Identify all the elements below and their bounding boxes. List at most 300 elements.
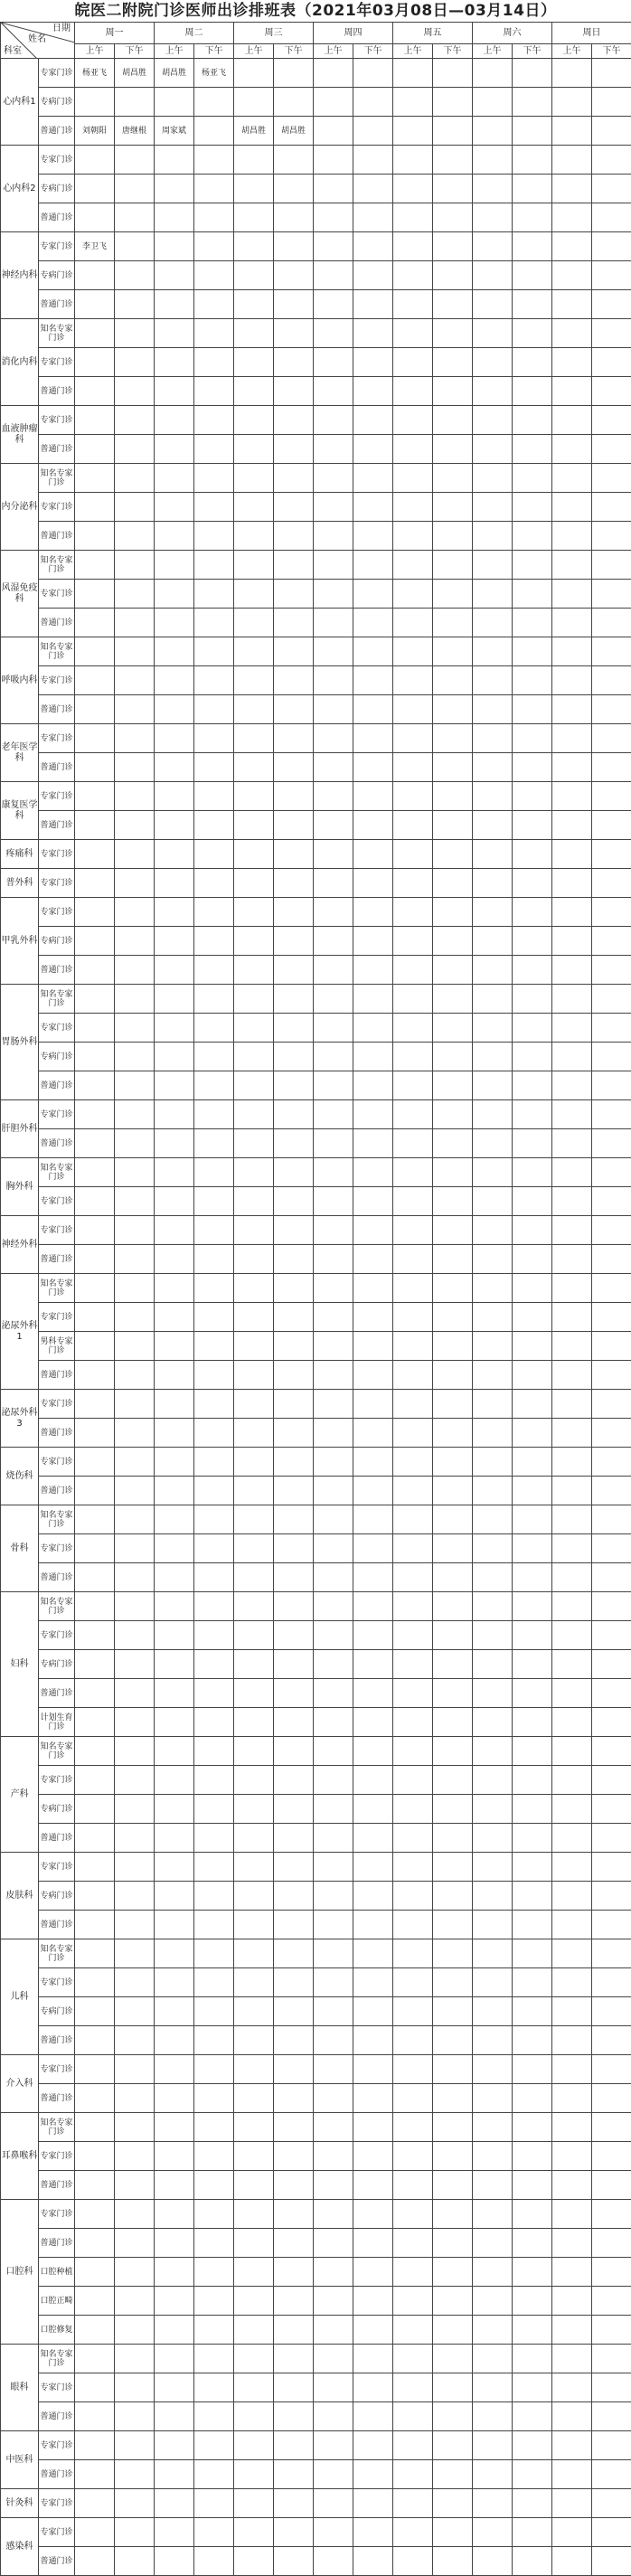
header-row-days	[1, 23, 631, 44]
doctor-slot	[592, 1534, 631, 1563]
doctor-slot	[592, 1187, 631, 1216]
doctor-slot	[433, 2055, 473, 2084]
doctor-slot	[513, 695, 552, 724]
doctor-slot	[155, 2373, 194, 2402]
doctor-slot	[473, 2402, 513, 2431]
doctor-slot	[552, 1245, 592, 1274]
doctor-slot	[513, 898, 552, 927]
doctor-slot	[314, 782, 353, 811]
doctor-slot	[552, 753, 592, 782]
doctor-slot	[194, 1766, 234, 1795]
doctor-slot	[314, 493, 353, 522]
doctor-slot	[393, 898, 433, 927]
doctor-slot	[513, 2547, 552, 2576]
doctor-slot	[552, 927, 592, 956]
doctor-slot	[234, 1621, 274, 1650]
doctor-slot	[234, 1679, 274, 1708]
doctor-slot	[513, 2026, 552, 2055]
department-name: 血液肿瘤科	[1, 406, 39, 464]
doctor-slot	[592, 1997, 631, 2026]
doctor-slot	[75, 2171, 115, 2200]
doctor-slot	[314, 1100, 353, 1129]
clinic-type: 普通门诊	[39, 2026, 75, 2055]
doctor-slot	[433, 2200, 473, 2229]
doctor-slot	[433, 551, 473, 580]
doctor-slot	[393, 1563, 433, 1592]
doctor-slot	[552, 1621, 592, 1650]
doctor-slot	[473, 927, 513, 956]
doctor-slot	[155, 1187, 194, 1216]
doctor-slot	[513, 1766, 552, 1795]
doctor-slot	[592, 724, 631, 753]
doctor-slot	[274, 1332, 314, 1361]
doctor-slot	[115, 1129, 155, 1158]
doctor-slot	[115, 1332, 155, 1361]
doctor-slot	[552, 435, 592, 464]
clinic-type: 普通门诊	[39, 117, 75, 146]
doctor-slot	[513, 464, 552, 493]
schedule-row	[1, 1621, 631, 1650]
doctor-slot	[433, 869, 473, 898]
doctor-slot	[274, 464, 314, 493]
doctor-slot	[552, 1795, 592, 1824]
doctor-slot	[234, 1939, 274, 1968]
doctor-slot	[314, 1071, 353, 1100]
doctor-slot	[314, 1014, 353, 1043]
clinic-type: 专家门诊	[39, 1100, 75, 1129]
doctor-slot	[473, 2200, 513, 2229]
doctor-slot	[513, 88, 552, 117]
schedule-row	[1, 2142, 631, 2171]
doctor-slot	[274, 782, 314, 811]
doctor-slot	[234, 2026, 274, 2055]
doctor-slot	[473, 637, 513, 666]
doctor-slot	[314, 1187, 353, 1216]
header-slot-am: 上午	[75, 44, 115, 59]
doctor-slot	[592, 1100, 631, 1129]
doctor-slot	[393, 2460, 433, 2489]
doctor-slot	[75, 2200, 115, 2229]
doctor-slot	[155, 1679, 194, 1708]
doctor-slot	[473, 1274, 513, 1303]
doctor-slot	[592, 753, 631, 782]
doctor-slot	[314, 435, 353, 464]
doctor-slot	[592, 2200, 631, 2229]
doctor-slot	[513, 2142, 552, 2171]
doctor-slot	[393, 290, 433, 319]
doctor-slot	[473, 1708, 513, 1737]
doctor-slot	[274, 1274, 314, 1303]
doctor-slot	[314, 927, 353, 956]
doctor-slot	[393, 1477, 433, 1505]
clinic-type: 普通门诊	[39, 811, 75, 840]
doctor-slot	[75, 1939, 115, 1968]
doctor-slot	[75, 1332, 115, 1361]
doctor-slot	[194, 88, 234, 117]
doctor-slot	[592, 59, 631, 88]
doctor-slot	[115, 2113, 155, 2142]
doctor-slot	[194, 2055, 234, 2084]
doctor-slot	[234, 203, 274, 232]
doctor-slot	[155, 348, 194, 377]
doctor-slot	[234, 1882, 274, 1911]
doctor-slot	[552, 1766, 592, 1795]
doctor-slot	[473, 1043, 513, 1071]
doctor-slot	[592, 1766, 631, 1795]
department-name: 烧伤科	[1, 1448, 39, 1505]
schedule-row	[1, 869, 631, 898]
doctor-slot	[433, 898, 473, 927]
doctor-slot	[353, 753, 393, 782]
doctor-slot	[393, 2402, 433, 2431]
doctor-slot	[194, 232, 234, 261]
doctor-slot	[433, 493, 473, 522]
doctor-slot	[552, 1419, 592, 1448]
doctor-slot	[513, 1332, 552, 1361]
doctor-slot: 李卫飞	[75, 232, 115, 261]
doctor-slot	[513, 1968, 552, 1997]
doctor-slot	[75, 493, 115, 522]
doctor-slot	[513, 2460, 552, 2489]
schedule-row	[1, 724, 631, 753]
doctor-slot	[194, 1679, 234, 1708]
doctor-slot	[155, 1766, 194, 1795]
doctor-slot	[353, 2026, 393, 2055]
doctor-slot	[433, 1332, 473, 1361]
doctor-slot	[234, 2229, 274, 2258]
doctor-slot	[234, 1997, 274, 2026]
doctor-slot	[274, 1795, 314, 1824]
doctor-slot	[115, 1014, 155, 1043]
doctor-slot: 杨亚飞	[194, 59, 234, 88]
doctor-slot	[592, 175, 631, 203]
doctor-slot	[155, 2402, 194, 2431]
doctor-slot	[274, 2229, 314, 2258]
doctor-slot	[314, 1766, 353, 1795]
doctor-slot	[274, 1303, 314, 1332]
doctor-slot	[274, 1216, 314, 1245]
doctor-slot	[513, 1795, 552, 1824]
doctor-slot	[234, 2200, 274, 2229]
schedule-row	[1, 753, 631, 782]
doctor-slot	[314, 2373, 353, 2402]
doctor-slot	[473, 2026, 513, 2055]
header-slot-pm: 下午	[194, 44, 234, 59]
doctor-slot	[393, 1100, 433, 1129]
doctor-slot	[194, 261, 234, 290]
doctor-slot	[353, 1100, 393, 1129]
clinic-type: 专病门诊	[39, 1043, 75, 1071]
schedule-row	[1, 1303, 631, 1332]
doctor-slot	[353, 1158, 393, 1187]
doctor-slot	[513, 1158, 552, 1187]
doctor-slot	[274, 1939, 314, 1968]
doctor-slot	[75, 2402, 115, 2431]
doctor-slot	[433, 1534, 473, 1563]
doctor-slot	[473, 2055, 513, 2084]
doctor-slot	[513, 1911, 552, 1939]
doctor-slot	[194, 1274, 234, 1303]
schedule-row	[1, 435, 631, 464]
doctor-slot	[155, 1303, 194, 1332]
schedule-row	[1, 782, 631, 811]
doctor-slot	[433, 1766, 473, 1795]
doctor-slot	[592, 811, 631, 840]
doctor-slot	[274, 753, 314, 782]
doctor-slot	[353, 782, 393, 811]
doctor-slot	[552, 1274, 592, 1303]
schedule-row	[1, 1361, 631, 1390]
doctor-slot	[393, 1448, 433, 1477]
doctor-slot	[75, 1505, 115, 1534]
doctor-slot	[592, 1477, 631, 1505]
doctor-slot	[473, 1187, 513, 1216]
doctor-slot	[353, 1071, 393, 1100]
doctor-slot	[393, 1274, 433, 1303]
doctor-slot	[274, 2460, 314, 2489]
doctor-slot	[75, 580, 115, 609]
doctor-slot	[393, 1158, 433, 1187]
doctor-slot	[513, 1939, 552, 1968]
doctor-slot	[473, 2171, 513, 2200]
doctor-slot	[194, 2547, 234, 2576]
doctor-slot	[353, 637, 393, 666]
doctor-slot	[314, 2113, 353, 2142]
doctor-slot	[274, 1043, 314, 1071]
doctor-slot	[513, 1505, 552, 1534]
doctor-slot	[115, 1274, 155, 1303]
doctor-slot	[393, 580, 433, 609]
schedule-row	[1, 261, 631, 290]
clinic-type: 知名专家门诊	[39, 1737, 75, 1766]
doctor-slot	[552, 377, 592, 406]
doctor-slot	[433, 117, 473, 146]
schedule-row	[1, 666, 631, 695]
doctor-slot	[274, 869, 314, 898]
doctor-slot	[552, 782, 592, 811]
doctor-slot	[75, 1245, 115, 1274]
doctor-slot	[393, 1043, 433, 1071]
doctor-slot	[353, 724, 393, 753]
doctor-slot	[433, 348, 473, 377]
doctor-slot	[433, 261, 473, 290]
doctor-slot	[592, 2229, 631, 2258]
doctor-slot	[75, 2258, 115, 2287]
schedule-row	[1, 319, 631, 348]
doctor-slot	[314, 2460, 353, 2489]
doctor-slot	[513, 2431, 552, 2460]
doctor-slot	[513, 985, 552, 1014]
clinic-type: 普通门诊	[39, 2547, 75, 2576]
doctor-slot	[314, 2316, 353, 2345]
clinic-type: 普通门诊	[39, 1129, 75, 1158]
clinic-type: 普通门诊	[39, 2084, 75, 2113]
doctor-slot	[552, 898, 592, 927]
doctor-slot	[75, 203, 115, 232]
clinic-type: 知名专家门诊	[39, 1158, 75, 1187]
doctor-slot	[393, 59, 433, 88]
doctor-slot	[194, 1853, 234, 1882]
doctor-slot	[234, 493, 274, 522]
doctor-slot	[194, 1332, 234, 1361]
doctor-slot	[274, 2287, 314, 2316]
doctor-slot	[194, 2084, 234, 2113]
doctor-slot	[155, 2113, 194, 2142]
doctor-slot	[393, 2055, 433, 2084]
doctor-slot	[592, 1274, 631, 1303]
doctor-slot	[234, 1477, 274, 1505]
doctor-slot	[473, 464, 513, 493]
doctor-slot	[155, 985, 194, 1014]
doctor-slot	[353, 2055, 393, 2084]
doctor-slot	[393, 985, 433, 1014]
doctor-slot	[353, 1853, 393, 1882]
doctor-slot	[155, 2171, 194, 2200]
doctor-slot	[234, 2316, 274, 2345]
doctor-slot	[194, 869, 234, 898]
doctor-slot	[592, 2345, 631, 2373]
department-name: 妇科	[1, 1592, 39, 1737]
schedule-row	[1, 1592, 631, 1621]
doctor-slot	[552, 580, 592, 609]
doctor-slot	[274, 1534, 314, 1563]
doctor-slot	[592, 2113, 631, 2142]
doctor-slot	[473, 2345, 513, 2373]
schedule-row	[1, 2431, 631, 2460]
doctor-slot	[433, 88, 473, 117]
doctor-slot	[393, 2287, 433, 2316]
doctor-slot	[274, 493, 314, 522]
doctor-slot	[473, 117, 513, 146]
doctor-slot	[274, 1911, 314, 1939]
schedule-row	[1, 1014, 631, 1043]
doctor-slot	[194, 985, 234, 1014]
doctor-slot	[314, 319, 353, 348]
doctor-slot	[513, 2345, 552, 2373]
doctor-slot	[194, 2171, 234, 2200]
department-name: 内分泌科	[1, 464, 39, 551]
doctor-slot	[433, 753, 473, 782]
header-day-wed: 周三	[234, 23, 314, 44]
doctor-slot	[155, 1129, 194, 1158]
doctor-slot	[433, 435, 473, 464]
department-name: 肝胆外科	[1, 1100, 39, 1158]
doctor-slot	[115, 1882, 155, 1911]
doctor-slot	[234, 782, 274, 811]
doctor-slot	[552, 2026, 592, 2055]
doctor-slot	[592, 1216, 631, 1245]
header-slot-am: 上午	[473, 44, 513, 59]
doctor-slot	[314, 1129, 353, 1158]
doctor-slot	[75, 1824, 115, 1853]
doctor-slot	[552, 2489, 592, 2518]
doctor-slot	[234, 1303, 274, 1332]
doctor-slot	[115, 2055, 155, 2084]
doctor-slot	[274, 2026, 314, 2055]
doctor-slot	[552, 2316, 592, 2345]
doctor-slot	[75, 666, 115, 695]
schedule-row	[1, 1563, 631, 1592]
doctor-slot	[314, 2345, 353, 2373]
doctor-slot	[155, 377, 194, 406]
doctor-slot	[75, 1158, 115, 1187]
doctor-slot	[234, 290, 274, 319]
doctor-slot	[155, 522, 194, 551]
doctor-slot	[433, 1997, 473, 2026]
doctor-slot	[115, 2171, 155, 2200]
doctor-slot	[314, 1245, 353, 1274]
doctor-slot	[155, 1274, 194, 1303]
doctor-slot	[75, 1650, 115, 1679]
doctor-slot	[115, 146, 155, 175]
doctor-slot	[115, 724, 155, 753]
doctor-slot	[552, 203, 592, 232]
doctor-slot	[234, 464, 274, 493]
department-name: 口腔科	[1, 2200, 39, 2345]
doctor-slot	[393, 319, 433, 348]
doctor-slot	[115, 1100, 155, 1129]
doctor-slot	[115, 464, 155, 493]
doctor-slot	[115, 1737, 155, 1766]
clinic-type: 专家门诊	[39, 2518, 75, 2547]
doctor-slot	[115, 811, 155, 840]
doctor-slot	[552, 609, 592, 637]
schedule-row	[1, 1187, 631, 1216]
doctor-slot	[194, 146, 234, 175]
doctor-slot	[353, 1968, 393, 1997]
doctor-slot	[473, 175, 513, 203]
doctor-slot	[314, 2547, 353, 2576]
doctor-slot	[194, 1014, 234, 1043]
doctor-slot	[473, 1853, 513, 1882]
header-slot-am: 上午	[393, 44, 433, 59]
department-name: 老年医学科	[1, 724, 39, 782]
clinic-type: 男科专家门诊	[39, 1332, 75, 1361]
doctor-slot	[353, 522, 393, 551]
header-day-sat: 周六	[473, 23, 552, 44]
doctor-slot	[393, 2431, 433, 2460]
doctor-slot	[155, 1795, 194, 1824]
header-slot-am: 上午	[552, 44, 592, 59]
doctor-slot	[592, 695, 631, 724]
doctor-slot	[115, 406, 155, 435]
doctor-slot	[234, 2547, 274, 2576]
doctor-slot	[115, 435, 155, 464]
doctor-slot	[75, 2489, 115, 2518]
doctor-slot	[274, 956, 314, 985]
doctor-slot	[155, 695, 194, 724]
doctor-slot	[592, 464, 631, 493]
doctor-slot	[473, 1882, 513, 1911]
doctor-slot	[473, 1303, 513, 1332]
doctor-slot	[155, 1911, 194, 1939]
doctor-slot	[155, 1245, 194, 1274]
doctor-slot	[433, 1795, 473, 1824]
clinic-type: 专病门诊	[39, 88, 75, 117]
doctor-slot	[353, 1129, 393, 1158]
doctor-slot	[234, 2055, 274, 2084]
schedule-row	[1, 377, 631, 406]
doctor-slot	[473, 580, 513, 609]
doctor-slot	[194, 898, 234, 927]
doctor-slot	[155, 666, 194, 695]
header-slot-pm: 下午	[433, 44, 473, 59]
clinic-type: 普通门诊	[39, 203, 75, 232]
doctor-slot	[513, 1737, 552, 1766]
doctor-slot	[314, 2402, 353, 2431]
doctor-slot	[75, 551, 115, 580]
schedule-row	[1, 956, 631, 985]
